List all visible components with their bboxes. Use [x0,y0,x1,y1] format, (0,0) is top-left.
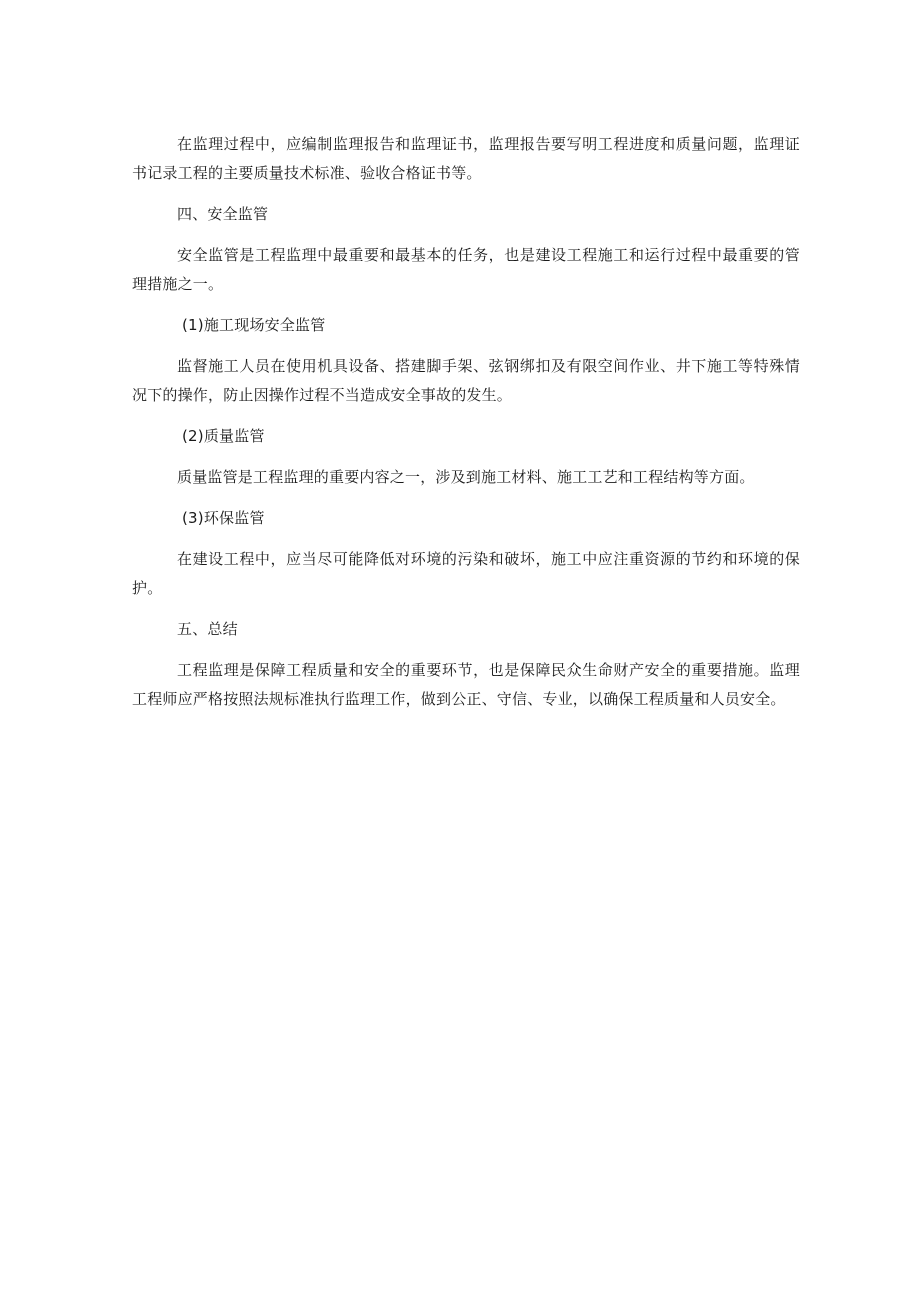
subheading-quality: (2)质量监管 [182,427,265,445]
section-heading-summary: 五、总结 [177,620,238,638]
paragraph-environment: 在建设工程中，应当尽可能降低对环境的污染和破坏，施工中应注重资源的节约和环境的保护。 [132,550,800,597]
document-body [132,130,800,726]
subheading-site-safety: (1)施工现场安全监管 [182,316,326,334]
paragraph-site-safety: 监督施工人员在使用机具设备、搭建脚手架、弦钢绑扣及有限空间作业、井下施工等特殊情况下的操作，防止因操作过程不当造成安全事故的发生。 [132,357,800,404]
paragraph-summary: 工程监理是保障工程质量和安全的重要环节，也是保障民众生命财产安全的重要措施。监理工程师应严格按照法规标准执行监理工作，做到公正、守信、专业，以确保工程质量和人员安全。 [132,661,800,708]
paragraph-report-certificate: 在监理过程中，应编制监理报告和监理证书，监理报告要写明工程进度和质量问题，监理证书记录工程的主要质量技术标准、验收合格证书等。 [132,135,800,182]
paragraph-quality: 质量监管是工程监理的重要内容之一，涉及到施工材料、施工工艺和工程结构等方面。 [177,468,755,486]
section-heading-safety: 四、安全监管 [177,205,269,223]
paragraph-safety-intro: 安全监管是工程监理中最重要和最基本的任务，也是建设工程施工和运行过程中最重要的管理措施之一。 [132,246,800,293]
subheading-environment: (3)环保监管 [182,509,265,527]
